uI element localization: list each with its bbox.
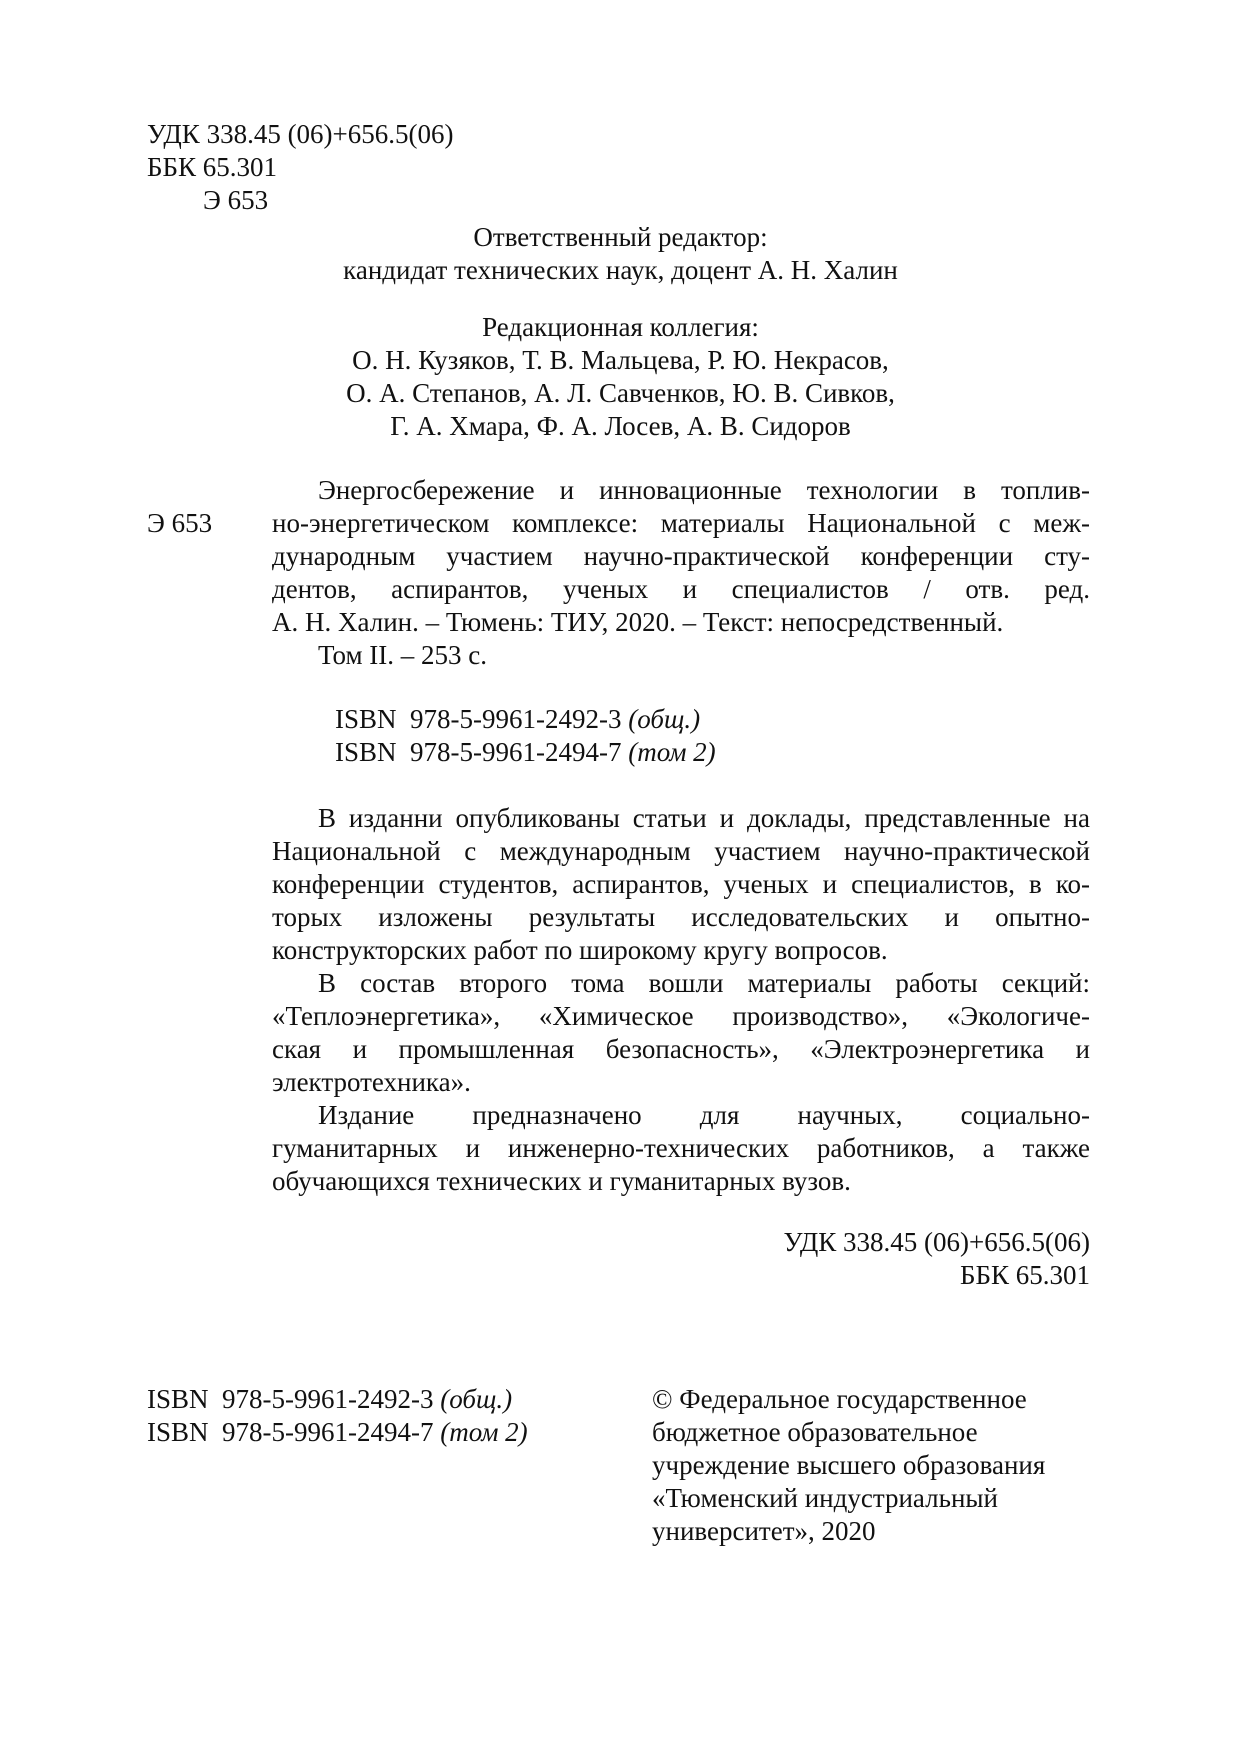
isbn-line — [147, 1383, 528, 1416]
isbn-note: (том 2) — [440, 1417, 528, 1447]
bibliographic-line: А. Н. Халин. – Тюмень: ТИУ, 2020. – Текст: непосредственный. — [272, 607, 1004, 637]
isbn-line — [335, 736, 716, 769]
bibliographic-line: но-энергетическом комплексе: материалы Национальной с меж- — [272, 508, 1090, 538]
isbn-note: (том 2) — [628, 737, 716, 767]
isbn-note: (общ.) — [628, 704, 701, 734]
copyright-block — [652, 1383, 1045, 1548]
bibliographic-description — [272, 474, 1090, 672]
abstract-line: «Теплоэнергетика», «Химическое производство», «Экологиче- — [272, 1001, 1090, 1031]
isbn-note: (общ.) — [440, 1384, 513, 1414]
copyright-line: университет», 2020 — [652, 1516, 876, 1546]
abstract-line: электротехника». — [272, 1067, 471, 1097]
isbn-number: ISBN 978-5-9961-2494-7 — [147, 1417, 434, 1447]
udk-code: УДК 338.45 (06)+656.5(06) — [147, 119, 454, 149]
board-members-line: О. А. Степанов, А. Л. Савченков, Ю. В. Сивков, — [346, 378, 895, 408]
abstract — [272, 802, 1090, 1198]
editor-name: кандидат технических наук, доцент А. Н. Халин — [343, 255, 898, 285]
isbn-line — [147, 1416, 528, 1449]
editor-block — [0, 221, 1241, 287]
author-sign: Э 653 — [203, 185, 269, 215]
isbn-number: ISBN 978-5-9961-2494-7 — [335, 737, 622, 767]
copyright-line: учреждение высшего образования — [652, 1450, 1046, 1480]
isbn-line — [335, 703, 716, 736]
abstract-line: торых изложены результаты исследовательских и опытно- — [272, 902, 1090, 932]
isbn-block — [335, 703, 716, 769]
copyright-line: «Тюменский индустриальный — [652, 1483, 998, 1513]
board-members-line: О. Н. Кузяков, Т. В. Мальцева, Р. Ю. Некрасов, — [352, 345, 889, 375]
board-label: Редакционная коллегия: — [482, 312, 759, 342]
abstract-line: гуманитарных и инженерно-технических работников, а также — [272, 1133, 1090, 1163]
copyright-line: бюджетное образовательное — [652, 1417, 978, 1447]
isbn-number: ISBN 978-5-9961-2492-3 — [147, 1384, 434, 1414]
bottom-isbn-block — [147, 1383, 528, 1449]
abstract-line: обучающихся технических и гуманитарных вузов. — [272, 1166, 851, 1196]
abstract-line: Издание предназначено для научных, социально- — [318, 1100, 1090, 1130]
bbk-code: ББК 65.301 — [147, 152, 278, 182]
bibliographic-line: Энергосбережение и инновационные технологии в топлив- — [318, 475, 1090, 505]
footer-classification — [600, 1226, 1090, 1292]
abstract-line: В изданни опубликованы статьи и доклады, представленные на — [318, 803, 1090, 833]
footer-udk-code: УДК 338.45 (06)+656.5(06) — [783, 1227, 1090, 1257]
bibliographic-line: дентов, аспирантов, ученых и специалистов / отв. ред. — [272, 574, 1090, 604]
abstract-line: конструкторских работ по широкому кругу вопросов. — [272, 935, 888, 965]
footer-bbk-code: ББК 65.301 — [959, 1260, 1090, 1290]
classification-block — [147, 118, 454, 217]
abstract-line: В состав второго тома вошли материалы работы секций: — [318, 968, 1090, 998]
abstract-line: ская и промышленная безопасность», «Электроэнергетика и — [272, 1034, 1090, 1064]
board-members-line: Г. А. Хмара, Ф. А. Лосев, А. В. Сидоров — [390, 411, 851, 441]
editor-label: Ответственный редактор: — [473, 222, 768, 252]
copyright-line: © Федеральное государственное — [652, 1384, 1027, 1414]
editorial-board — [0, 311, 1241, 443]
bibliographic-sign: Э 653 — [147, 508, 213, 538]
abstract-line: Национальной с международным участием научно-практической — [272, 836, 1090, 866]
abstract-line: конференции студентов, аспирантов, ученых и специалистов, в ко- — [272, 869, 1090, 899]
bibliographic-line: дународным участием научно-практической конференции сту- — [272, 541, 1090, 571]
isbn-number: ISBN 978-5-9961-2492-3 — [335, 704, 622, 734]
volume-info: Том II. – 253 с. — [318, 640, 488, 670]
